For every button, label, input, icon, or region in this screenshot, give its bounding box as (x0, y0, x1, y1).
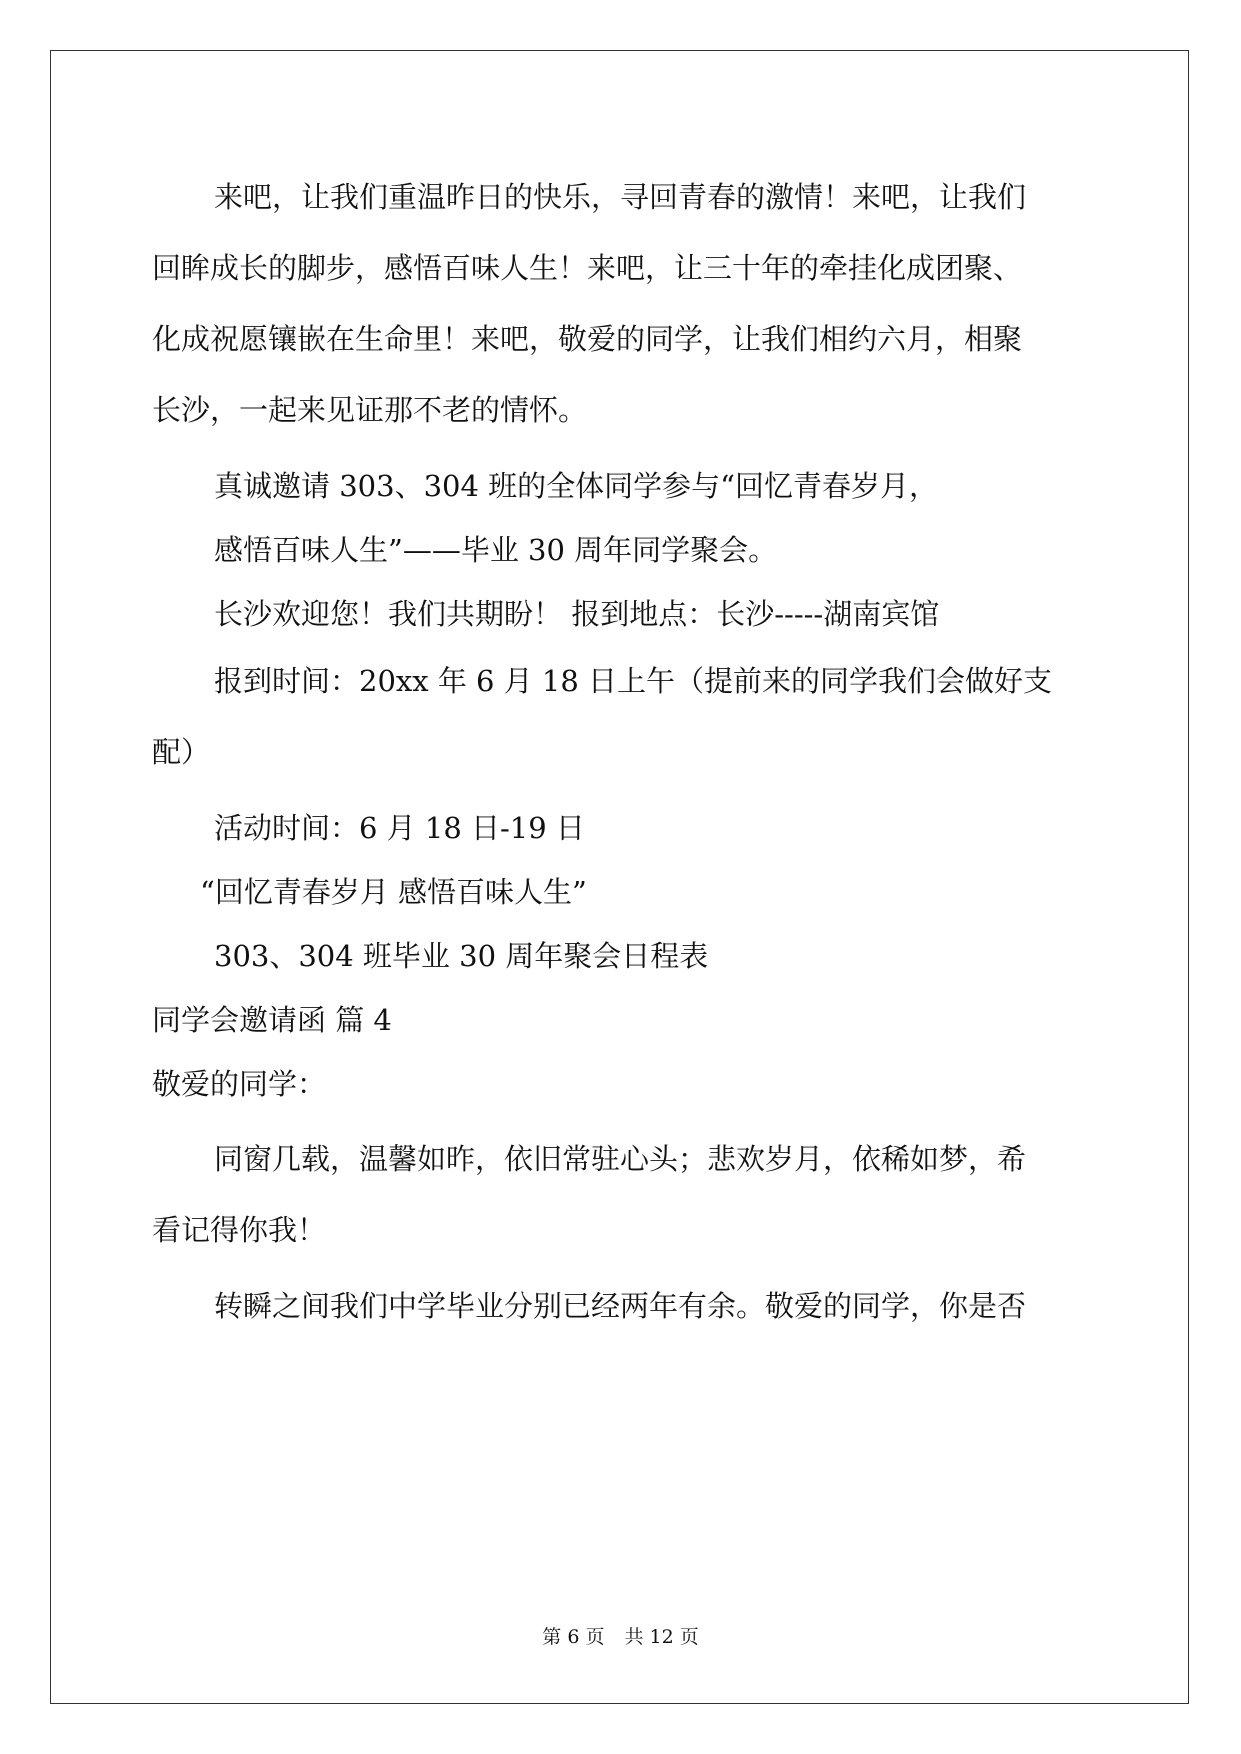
section-heading: 同学会邀请函 篇 4 (152, 1003, 392, 1037)
paragraph-line: “回忆青春岁月 感悟百味人生” (200, 875, 587, 909)
paragraph-line: 同窗几载，温馨如昨，依旧常驻心头；悲欢岁月，依稀如梦，希 (214, 1142, 1027, 1176)
paragraph-line: 来吧，让我们重温昨日的快乐，寻回青春的激情！来吧，让我们 (214, 180, 1027, 214)
paragraph-line: 转瞬之间我们中学毕业分别已经两年有余。敬爱的同学，你是否 (214, 1289, 1027, 1323)
paragraph-line: 回眸成长的脚步，感悟百味人生！来吧，让三十年的牵挂化成团聚、 (152, 251, 1023, 285)
paragraph-line: 真诚邀请 303、304 班的全体同学参与“回忆青春岁月， (214, 469, 938, 503)
paragraph-line: 看记得你我！ (152, 1213, 327, 1247)
paragraph-line: 303、304 班毕业 30 周年聚会日程表 (214, 939, 709, 973)
paragraph-line: 配） (152, 735, 211, 769)
paragraph-line: 活动时间：6 月 18 日-19 日 (214, 811, 585, 845)
paragraph-line: 报到时间：20xx 年 6 月 18 日上午（提前来的同学我们会做好支 (214, 664, 1053, 698)
paragraph-line: 感悟百味人生”——毕业 30 周年同学聚会。 (214, 533, 778, 567)
page-total: 共 12 页 (624, 1626, 699, 1648)
page-footer (0, 1622, 1241, 1649)
paragraph-line: 化成祝愿镶嵌在生命里！来吧，敬爱的同学，让我们相约六月，相聚 (152, 322, 1023, 356)
paragraph-line: 长沙欢迎您！我们共期盼！ 报到地点：长沙-----湖南宾馆 (214, 597, 940, 631)
salutation: 敬爱的同学： (152, 1067, 327, 1101)
paragraph-line: 长沙，一起来见证那不老的情怀。 (152, 393, 588, 427)
document-body (152, 162, 1092, 1338)
page-number: 第 6 页 (542, 1626, 605, 1648)
